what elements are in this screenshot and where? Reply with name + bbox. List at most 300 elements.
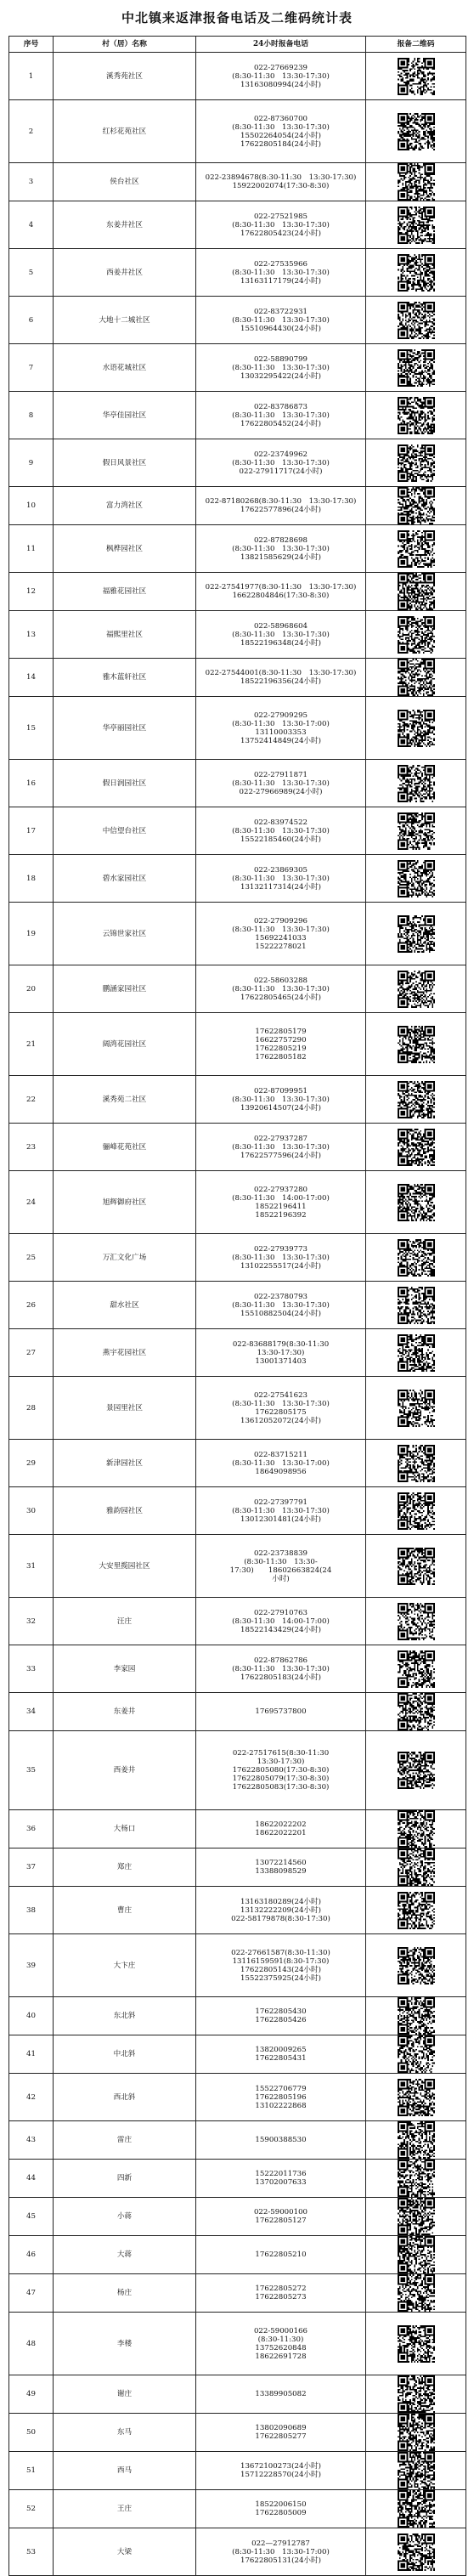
- phone-line: 022-27661587(8:30-11:30): [231, 1948, 330, 1957]
- phone-line: 13920614507(24小时): [240, 1103, 321, 1112]
- row-index: 34: [9, 1693, 54, 1731]
- phone-line: 022-23738839: [253, 1548, 308, 1558]
- table-row: [9, 2414, 466, 2452]
- phone-cell: [196, 201, 366, 249]
- qr-code-icon: [398, 1810, 435, 1848]
- community-name: 华亭丽园社区: [54, 697, 196, 760]
- header-index: 序号: [9, 37, 54, 53]
- qr-code-icon: [398, 487, 435, 524]
- row-index: 9: [9, 439, 54, 487]
- table-row: [9, 1810, 466, 1848]
- table-header-row: [9, 37, 466, 53]
- row-index: 43: [9, 2121, 54, 2160]
- qr-code-icon: [398, 1548, 435, 1585]
- table-row: [9, 1848, 466, 1887]
- row-index: 31: [9, 1535, 54, 1598]
- phone-cell: [196, 1810, 366, 1848]
- phone-line: 17622805182: [255, 1052, 307, 1062]
- qr-code-icon: [398, 2325, 435, 2363]
- phone-line: 13132222209(24小时): [240, 1905, 321, 1915]
- table-row: [9, 2035, 466, 2074]
- row-index: 37: [9, 1848, 54, 1887]
- phone-line: 15692241033: [255, 933, 307, 943]
- row-index: 36: [9, 1810, 54, 1848]
- phone-line: 022-27517615(8:30-11:30: [232, 1749, 330, 1758]
- phone-line: 022-27910763: [253, 1608, 308, 1617]
- phone-line: 022-27541977(8:30-11:30 13:30-17:30): [205, 583, 357, 592]
- table-row: [9, 855, 466, 903]
- community-name: 雅木蓝轩社区: [54, 659, 196, 697]
- phone-line: 17622805179: [255, 1027, 307, 1036]
- row-index: 24: [9, 1171, 54, 1234]
- phone-line: 022-87828698: [253, 535, 308, 545]
- phone-cell: [196, 487, 366, 525]
- phone-line: (8:30-11:30 13:30-17:30): [232, 363, 330, 372]
- qr-cell: [366, 1934, 466, 1997]
- qr-cell: [366, 1997, 466, 2035]
- row-index: 17: [9, 807, 54, 855]
- qr-code-icon: [398, 971, 435, 1008]
- phone-line: 022-83688179(8:30-11:30: [232, 1339, 330, 1349]
- table-row: [9, 760, 466, 807]
- community-name: 枫桦园社区: [54, 525, 196, 573]
- phone-line: (8:30-11:30 13:30-17:30): [232, 410, 330, 420]
- phone-cell: [196, 1377, 366, 1440]
- phone-line: (8:30-11:30 13:30-17:30): [232, 268, 330, 277]
- qr-code-icon: [398, 1603, 435, 1640]
- phone-line: 13012301481(24小时): [240, 1514, 321, 1524]
- qr-code-icon: [398, 1334, 435, 1372]
- community-name: 阔湾花园社区: [54, 1013, 196, 1076]
- phone-line: 13072214560: [255, 1859, 307, 1867]
- community-name: 西北斜: [54, 2074, 196, 2121]
- row-index: 14: [9, 659, 54, 697]
- phone-cell: [196, 163, 366, 201]
- phone-cell: [196, 525, 366, 573]
- row-index: 5: [9, 249, 54, 297]
- phone-cell: [196, 1645, 366, 1693]
- phone-line: 17622805175: [255, 1407, 307, 1417]
- phone-line: 18622022202: [255, 1820, 307, 1829]
- qr-code-icon: [398, 2375, 435, 2413]
- phone-line: 13110003353: [255, 728, 307, 737]
- phone-line: (8:30-11:30 13:30-17:30): [232, 1142, 330, 1152]
- community-name: 大蒋: [54, 2236, 196, 2274]
- qr-cell: [366, 1598, 466, 1645]
- phone-line: 15522375925(24小时): [240, 1973, 321, 1983]
- qr-cell: [366, 1535, 466, 1598]
- phone-cell: [196, 2452, 366, 2490]
- phone-cell: [196, 760, 366, 807]
- phone-line: 13752620848: [255, 2343, 307, 2352]
- phone-line: (8:30-11:30 13:30-17:30): [232, 1095, 330, 1104]
- phone-line: (8:30-11:30 13:30-17:30): [232, 1253, 330, 1262]
- phone-cell: [196, 100, 366, 163]
- phone-line: 022-27909295: [253, 711, 308, 720]
- phone-line: 13752414849(24小时): [240, 736, 321, 745]
- qr-code-icon: [398, 2534, 435, 2571]
- phone-line: 17622805143(24小时): [240, 1965, 321, 1974]
- qr-code-icon: [398, 1848, 435, 1886]
- row-index: 35: [9, 1731, 54, 1810]
- phone-line: 13102255517(24小时): [240, 1261, 321, 1271]
- row-index: 45: [9, 2198, 54, 2236]
- community-name: 溪秀苑二社区: [54, 1076, 196, 1124]
- table-row: [9, 2274, 466, 2313]
- phone-cell: [196, 1234, 366, 1282]
- qr-cell: [366, 392, 466, 439]
- community-name: 大梁: [54, 2528, 196, 2576]
- community-name: 云锦世家社区: [54, 903, 196, 965]
- community-name: 小蒋: [54, 2198, 196, 2236]
- row-index: 25: [9, 1234, 54, 1282]
- phone-line: 18622691728: [255, 2352, 307, 2361]
- qr-cell: [366, 525, 466, 573]
- qr-cell: [366, 297, 466, 344]
- table-row: [9, 2121, 466, 2160]
- qr-code-icon: [398, 1026, 435, 1063]
- phone-line: 13389905082: [255, 2390, 307, 2398]
- qr-code-icon: [398, 163, 435, 201]
- phone-cell: [196, 1693, 366, 1731]
- phone-line: 022-27966989(24小时): [239, 787, 323, 796]
- qr-cell: [366, 2490, 466, 2528]
- qr-code-icon: [398, 1752, 435, 1789]
- phone-line: 17622805273: [255, 2293, 307, 2301]
- table-row: [9, 1887, 466, 1934]
- phone-line: 022-87862786: [253, 1656, 308, 1665]
- phone-line: 022-83786873: [253, 402, 308, 411]
- table-row: [9, 1535, 466, 1598]
- phone-line: 17622805426: [255, 2016, 307, 2024]
- phone-line: 17622805183(24小时): [240, 1673, 321, 1682]
- qr-code-icon: [398, 2452, 435, 2489]
- phone-line: 022-59000166: [253, 2326, 308, 2335]
- community-name: 谢庄: [54, 2375, 196, 2414]
- phone-cell: [196, 1171, 366, 1234]
- qr-code-icon: [398, 765, 435, 802]
- row-index: 16: [9, 760, 54, 807]
- phone-cell: [196, 1731, 366, 1810]
- table-row: [9, 2375, 466, 2414]
- phone-line: 18522196356(24小时): [240, 677, 321, 686]
- phone-cell: [196, 611, 366, 659]
- qr-cell: [366, 1076, 466, 1124]
- qr-code-icon: [398, 573, 435, 610]
- qr-cell: [366, 439, 466, 487]
- community-name: 西马: [54, 2452, 196, 2490]
- phone-line: 13672100273(24小时): [240, 2462, 321, 2471]
- qr-cell: [366, 2375, 466, 2414]
- community-name: 骊峰花苑社区: [54, 1124, 196, 1171]
- qr-cell: [366, 573, 466, 611]
- phone-line: 17622805184(24小时): [240, 139, 321, 149]
- qr-code-icon: [398, 2121, 435, 2159]
- phone-line: 17622805272: [255, 2284, 307, 2293]
- phone-cell: [196, 697, 366, 760]
- phone-cell: [196, 1329, 366, 1377]
- table-row: [9, 2198, 466, 2236]
- phone-line: (8:30-11:30 13:30-17:30): [232, 778, 330, 788]
- phone-cell: [196, 855, 366, 903]
- table-row: [9, 1234, 466, 1282]
- phone-line: 15522185460(24小时): [240, 835, 321, 844]
- row-index: 47: [9, 2274, 54, 2313]
- community-name: 福熙里社区: [54, 611, 196, 659]
- phone-cell: [196, 1076, 366, 1124]
- qr-code-icon: [398, 1184, 435, 1221]
- phone-line: (8:30-11:30 13:30-17:30): [232, 71, 330, 81]
- qr-code-icon: [398, 302, 435, 339]
- community-name: 李楼: [54, 2313, 196, 2375]
- row-index: 8: [9, 392, 54, 439]
- table-row: [9, 100, 466, 163]
- phone-line: 022-87099951: [253, 1086, 308, 1096]
- row-index: 10: [9, 487, 54, 525]
- phone-line: (8:30-11:30 13:30-17:30): [232, 984, 330, 994]
- table-row: [9, 1693, 466, 1731]
- qr-code-icon: [398, 2198, 435, 2235]
- phone-line: 13163080994(24小时): [240, 80, 321, 89]
- community-name: 甜水社区: [54, 1282, 196, 1329]
- qr-cell: [366, 2528, 466, 2576]
- phone-cell: [196, 53, 366, 100]
- phone-cell: [196, 903, 366, 965]
- phone-line: 17622805083(17:30-8:30): [232, 1783, 330, 1792]
- phone-cell: [196, 965, 366, 1013]
- phone-line: (8:30-11:30 13:30-17:30): [232, 315, 330, 325]
- row-index: 32: [9, 1598, 54, 1645]
- phone-cell: [196, 1598, 366, 1645]
- qr-code-icon: [398, 1650, 435, 1688]
- phone-cell: [196, 2528, 366, 2576]
- qr-cell: [366, 1645, 466, 1693]
- table-row: [9, 573, 466, 611]
- phone-line: 022-23780793: [253, 1292, 308, 1301]
- phone-line: 18522196411: [255, 1202, 307, 1211]
- community-name: 溪秀苑社区: [54, 53, 196, 100]
- phone-line: 17622805430: [255, 2007, 307, 2016]
- phone-line: (8:30-11:30 13:30-17:30): [232, 122, 330, 132]
- phone-line: 17622805423(24小时): [240, 229, 321, 238]
- phone-line: 17622805127: [255, 2216, 307, 2225]
- table-row: [9, 525, 466, 573]
- phone-line: 022-87180268(8:30-11:30 13:30-17:30): [205, 497, 357, 506]
- phone-line: (8:30-11:30 13:30-17:30): [232, 458, 330, 467]
- community-name: 四新: [54, 2160, 196, 2198]
- row-index: 15: [9, 697, 54, 760]
- community-name: 大安里揽园社区: [54, 1535, 196, 1598]
- qr-cell: [366, 2236, 466, 2274]
- phone-line: 022-27937287: [253, 1134, 308, 1143]
- phone-line: 022-23869305: [253, 865, 308, 875]
- phone-line: (8:30-11:30 13:30-17:30): [232, 826, 330, 835]
- phone-line: 15522706779: [255, 2084, 307, 2093]
- phone-line: (8:30-11:30 13:30-17:30): [232, 1506, 330, 1515]
- row-index: 1: [9, 53, 54, 100]
- qr-cell: [366, 2160, 466, 2198]
- phone-line: 022-58603288: [253, 976, 308, 985]
- table-row: [9, 201, 466, 249]
- table-body: [9, 53, 466, 2576]
- qr-cell: [366, 1810, 466, 1848]
- qr-code-icon: [398, 2274, 435, 2312]
- row-index: 38: [9, 1887, 54, 1934]
- community-name: 东姜井: [54, 1693, 196, 1731]
- table-row: [9, 1124, 466, 1171]
- registration-table: [8, 36, 466, 2576]
- qr-code-icon: [398, 915, 435, 953]
- phone-line: (8:30-11:30 14:00-17:00): [232, 1193, 330, 1203]
- qr-code-icon: [398, 1129, 435, 1166]
- table-row: [9, 903, 466, 965]
- phone-line: 15900388530: [255, 2136, 307, 2144]
- row-index: 4: [9, 201, 54, 249]
- table-row: [9, 487, 466, 525]
- community-name: 杨庄: [54, 2274, 196, 2313]
- table-row: [9, 2528, 466, 2576]
- qr-code-icon: [398, 1693, 435, 1730]
- qr-cell: [366, 697, 466, 760]
- table-row: [9, 2313, 466, 2375]
- header-qr: 报备二维码: [366, 37, 466, 53]
- phone-line: 022-58179878(8:30-17:30): [231, 1914, 330, 1923]
- row-index: 2: [9, 100, 54, 163]
- community-name: 大卞庄: [54, 1934, 196, 1997]
- row-index: 19: [9, 903, 54, 965]
- community-name: 旭辉御府社区: [54, 1171, 196, 1234]
- community-name: 新津园社区: [54, 1440, 196, 1487]
- row-index: 11: [9, 525, 54, 573]
- phone-line: 13132117314(24小时): [240, 882, 321, 892]
- qr-cell: [366, 965, 466, 1013]
- phone-line: 18522143429(24小时): [240, 1625, 321, 1634]
- row-index: 48: [9, 2313, 54, 2375]
- phone-line: 022-58890799: [253, 354, 308, 364]
- row-index: 27: [9, 1329, 54, 1377]
- community-name: 曹庄: [54, 1887, 196, 1934]
- qr-code-icon: [398, 616, 435, 654]
- qr-cell: [366, 611, 466, 659]
- phone-line: 13821585629(24小时): [240, 552, 321, 562]
- qr-code-icon: [398, 1492, 435, 1530]
- phone-cell: [196, 1124, 366, 1171]
- phone-line: 17695737800: [255, 1707, 307, 1716]
- phone-cell: [196, 2375, 366, 2414]
- phone-line: (8:30-11:30 13:30-17:30): [232, 544, 330, 553]
- table-row: [9, 1329, 466, 1377]
- row-index: 26: [9, 1282, 54, 1329]
- row-index: 13: [9, 611, 54, 659]
- phone-line: 16622804846(17:30-8:30): [232, 592, 330, 600]
- qr-code-icon: [398, 1445, 435, 1482]
- row-index: 23: [9, 1124, 54, 1171]
- phone-line: 13702007633: [255, 2178, 307, 2187]
- table-row: [9, 163, 466, 201]
- row-index: 51: [9, 2452, 54, 2490]
- phone-line: (8:30-11:30 13:30-17:00): [232, 2547, 330, 2556]
- community-name: 汪庄: [54, 1598, 196, 1645]
- phone-line: (8:30-11:30 13:30-17:30): [232, 1399, 330, 1408]
- phone-line: 022-27521985: [253, 212, 308, 221]
- table-row: [9, 2452, 466, 2490]
- row-index: 21: [9, 1013, 54, 1076]
- phone-line: 022-27544001(8:30-11:30 13:30-17:30): [205, 669, 357, 677]
- phone-cell: [196, 1282, 366, 1329]
- qr-cell: [366, 2121, 466, 2160]
- qr-code-icon: [398, 2160, 435, 2197]
- row-index: 20: [9, 965, 54, 1013]
- phone-line: 15510882504(24小时): [240, 1309, 321, 1318]
- phone-line: 15222011736: [255, 2170, 307, 2178]
- qr-cell: [366, 1171, 466, 1234]
- qr-cell: [366, 659, 466, 697]
- qr-code-icon: [398, 2236, 435, 2273]
- table-row: [9, 439, 466, 487]
- table-row: [9, 297, 466, 344]
- qr-cell: [366, 903, 466, 965]
- phone-line: 16622757290: [255, 1035, 307, 1045]
- row-index: 53: [9, 2528, 54, 2576]
- phone-line: (8:30-11:30): [257, 2335, 304, 2344]
- phone-line: 18522196348(24小时): [240, 638, 321, 648]
- phone-line: 17622805219: [255, 1044, 307, 1053]
- table-row: [9, 1440, 466, 1487]
- row-index: 6: [9, 297, 54, 344]
- community-name: 东北斜: [54, 1997, 196, 2035]
- community-name: 碧水家园社区: [54, 855, 196, 903]
- phone-cell: [196, 2490, 366, 2528]
- row-index: 40: [9, 1997, 54, 2035]
- qr-cell: [366, 2035, 466, 2074]
- table-row: [9, 1731, 466, 1810]
- community-name: 燕宇花园社区: [54, 1329, 196, 1377]
- phone-line: 15922002074(17:30-8:30): [232, 182, 330, 190]
- community-name: 中信望台社区: [54, 807, 196, 855]
- qr-code-icon: [398, 2079, 435, 2116]
- phone-cell: [196, 1887, 366, 1934]
- table-row: [9, 1934, 466, 1997]
- phone-cell: [196, 392, 366, 439]
- phone-line: 17622805196: [255, 2092, 307, 2102]
- phone-line: 13102222868: [255, 2101, 307, 2110]
- phone-line: (8:30-11:30 13:30-17:30): [232, 220, 330, 229]
- qr-code-icon: [398, 113, 435, 150]
- row-index: 30: [9, 1487, 54, 1535]
- phone-line: (8:30-11:30 13:30-17:30): [232, 925, 330, 934]
- community-name: 雅韵园社区: [54, 1487, 196, 1535]
- row-index: 50: [9, 2414, 54, 2452]
- community-name: 中北斜: [54, 2035, 196, 2074]
- table-row: [9, 659, 466, 697]
- table-row: [9, 53, 466, 100]
- phone-line: 13163180289(24小时): [240, 1897, 321, 1906]
- phone-cell: [196, 2035, 366, 2074]
- qr-cell: [366, 163, 466, 201]
- table-row: [9, 1013, 466, 1076]
- row-index: 52: [9, 2490, 54, 2528]
- document-title: 中北镇来返津报备电话及二维码统计表: [121, 10, 353, 25]
- phone-cell: [196, 1997, 366, 2035]
- phone-line: (8:30-11:30 13:30-17:30): [232, 874, 330, 883]
- community-name: 水语花城社区: [54, 344, 196, 392]
- community-name: 侯台社区: [54, 163, 196, 201]
- qr-cell: [366, 1234, 466, 1282]
- phone-line: 022-87360700: [253, 114, 308, 123]
- community-name: 华亭佳园社区: [54, 392, 196, 439]
- community-name: 西姜井社区: [54, 249, 196, 297]
- qr-code-icon: [398, 1390, 435, 1427]
